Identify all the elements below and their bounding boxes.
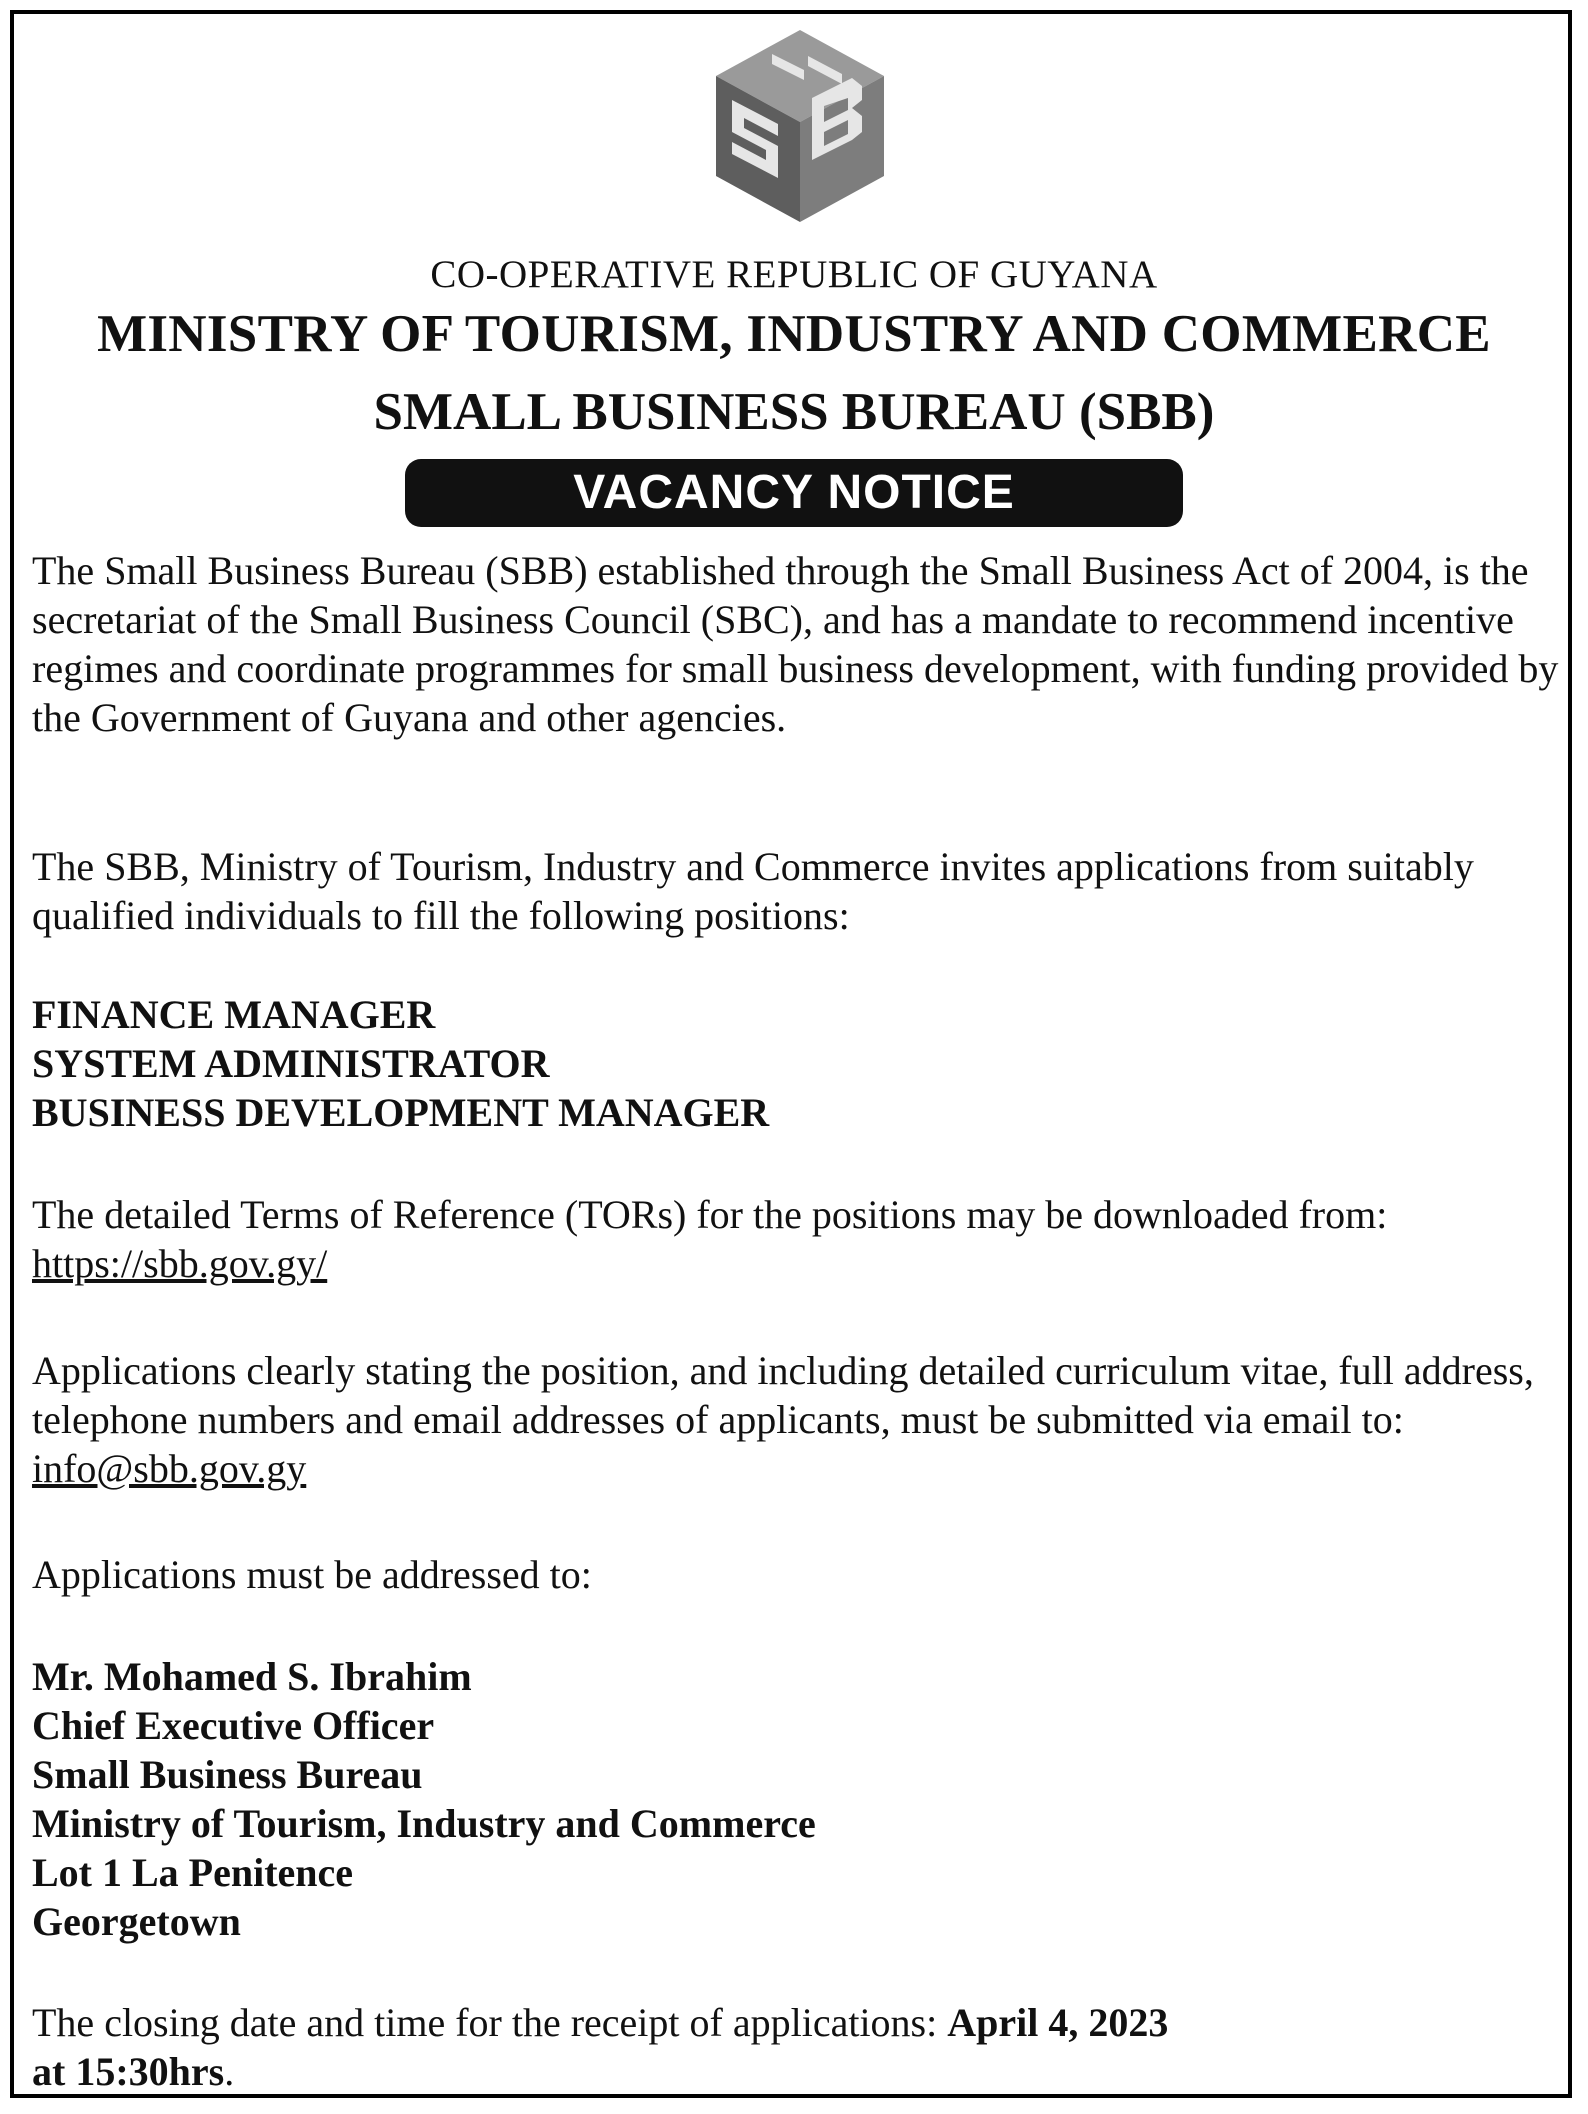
address-line-street: Lot 1 La Penitence xyxy=(32,1850,354,1895)
closing-text: The closing date and time for the receipt of applications: xyxy=(32,2000,948,2045)
closing-time: at 15:30hrs xyxy=(32,2049,225,2094)
ministry-name: MINISTRY OF TOURISM, INDUSTRY AND COMMERCE xyxy=(97,305,1491,363)
vacancy-notice-badge: VACANCY NOTICE xyxy=(405,459,1183,527)
applications-text: Applications clearly stating the position, and including detailed curriculum vitae, full address, telephone numbers and email addresses of applicants, must be submitted via email to: xyxy=(32,1348,1534,1442)
applications-paragraph xyxy=(32,1346,1562,1493)
closing-date: April 4, 2023 xyxy=(947,2000,1169,2045)
tor-paragraph xyxy=(32,1190,1562,1288)
address-block xyxy=(32,1652,1562,1946)
address-line-name: Mr. Mohamed S. Ibrahim xyxy=(32,1654,472,1699)
closing-period: . xyxy=(224,2049,235,2094)
intro-paragraph: The Small Business Bureau (SBB) established through the Small Business Act of 2004, is the secretariat of the Small Business Council (SBC), and has a mandate to recommend incentive regimes and coordinate programmes for small business development, with funding provided by the Government of Guyana and other agencies. xyxy=(32,548,1559,740)
address-line-ministry: Ministry of Tourism, Industry and Commerce xyxy=(32,1801,816,1846)
sbb-cube-logo xyxy=(712,28,888,224)
invitation-paragraph: The SBB, Ministry of Tourism, Industry and Commerce invites applications from suitably qualified individuals to fill the following positions: xyxy=(32,844,1474,938)
address-line-title: Chief Executive Officer xyxy=(32,1703,435,1748)
address-line-organization: Small Business Bureau xyxy=(32,1752,423,1797)
tor-link[interactable]: https://sbb.gov.gy/ xyxy=(32,1241,328,1286)
country-name: CO-OPERATIVE REPUBLIC OF GUYANA xyxy=(430,253,1158,296)
address-line-city: Georgetown xyxy=(32,1899,241,1944)
addressed-to-text: Applications must be addressed to: xyxy=(32,1552,592,1597)
position-finance-manager: FINANCE MANAGER xyxy=(32,992,436,1037)
email-link[interactable]: info@sbb.gov.gy xyxy=(32,1446,307,1491)
position-business-development-manager: BUSINESS DEVELOPMENT MANAGER xyxy=(32,1090,770,1135)
bureau-name: SMALL BUSINESS BUREAU (SBB) xyxy=(373,383,1215,441)
positions-list xyxy=(32,990,1562,1137)
tor-text: The detailed Terms of Reference (TORs) for the positions may be downloaded from: xyxy=(32,1192,1388,1237)
position-system-administrator: SYSTEM ADMINISTRATOR xyxy=(32,1041,550,1086)
closing-paragraph xyxy=(32,1998,1562,2096)
